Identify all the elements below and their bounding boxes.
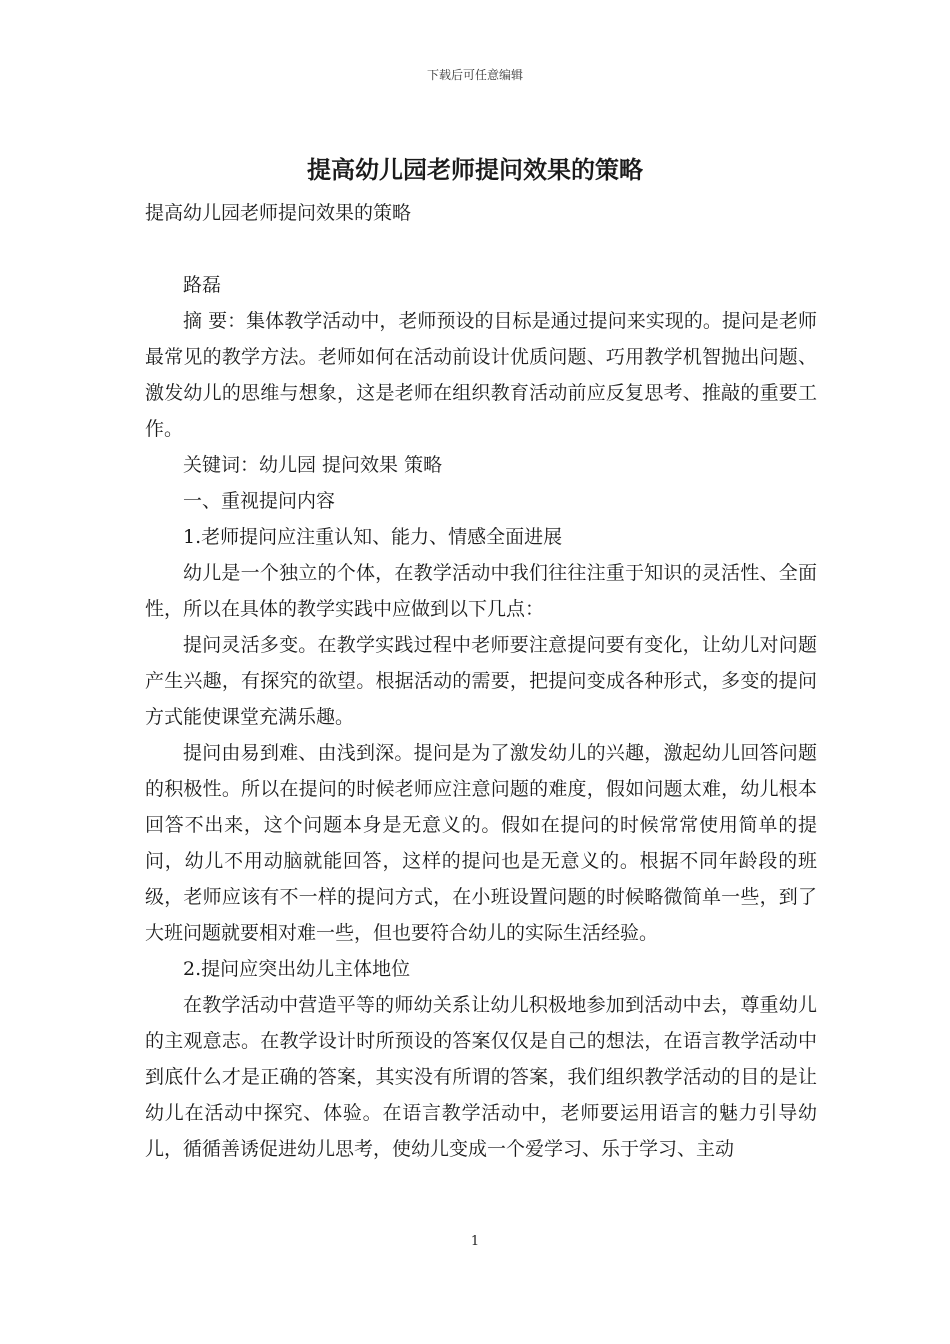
body-paragraph-3: 提问由易到难、由浅到深。提问是为了激发幼儿的兴趣，激起幼儿回答问题的积极性。所以在提问的时候老师应注意问题的难度，假如问题太难，幼儿根本回答不出来，这个问题本身是无意义的。假如在提问的时候常常使用简单的提问，幼儿不用动脑就能回答，这样的提问也是无意义的。根据不同年龄段的班级，老师应该有不一样的提问方式，在小班设置问题的时候略微简单一些，到了大班问题就要相对难一些，但也要符合幼儿的实际生活经验。: [145, 742, 817, 944]
keywords-line: 关键词：幼儿园 提问效果 策略: [183, 454, 443, 476]
body-paragraph-1: 幼儿是一个独立的个体，在教学活动中我们往往注重于知识的灵活性、全面性，所以在具体的教学实践中应做到以下几点：: [145, 562, 817, 620]
section-heading-1: 一、重视提问内容: [183, 490, 336, 512]
document-title: 提高幼儿园老师提问效果的策略: [307, 156, 643, 184]
document-subtitle: 提高幼儿园老师提问效果的策略: [145, 202, 412, 224]
body-paragraph-4: 在教学活动中营造平等的师幼关系让幼儿积极地参加到活动中去，尊重幼儿的主观意志。在教学设计时所预设的答案仅仅是自己的想法，在语言教学活动中到底什么才是正确的答案，其实没有所谓的答案，我们组织教学活动的目的是让幼儿在活动中探究、体验。在语言教学活动中，老师要运用语言的魅力引导幼儿，循循善诱促进幼儿思考，使幼儿变成一个爱学习、乐于学习、主动: [145, 994, 817, 1160]
body-paragraph-2: 提问灵活多变。在教学实践过程中老师要注意提问要有变化，让幼儿对问题产生兴趣，有探究的欲望。根据活动的需要，把提问变成各种形式，多变的提问方式能使课堂充满乐趣。: [145, 634, 817, 728]
subsection-heading-1: 1.老师提问应注重认知、能力、情感全面进展: [183, 526, 563, 548]
page-number: 1: [470, 1234, 480, 1249]
blank-line: [145, 231, 817, 267]
page-header-note: 下载后可任意编辑: [426, 68, 523, 82]
document-body: [145, 195, 817, 1167]
subsection-heading-2: 2.提问应突出幼儿主体地位: [183, 958, 411, 980]
author-name: 路磊: [183, 274, 222, 296]
abstract-paragraph: 摘 要：集体教学活动中，老师预设的目标是通过提问来实现的。提问是老师最常见的教学方法。老师如何在活动前设计优质问题、巧用教学机智抛出问题、激发幼儿的思维与想象，这是老师在组织教育活动前应反复思考、推敲的重要工作。: [145, 310, 817, 440]
